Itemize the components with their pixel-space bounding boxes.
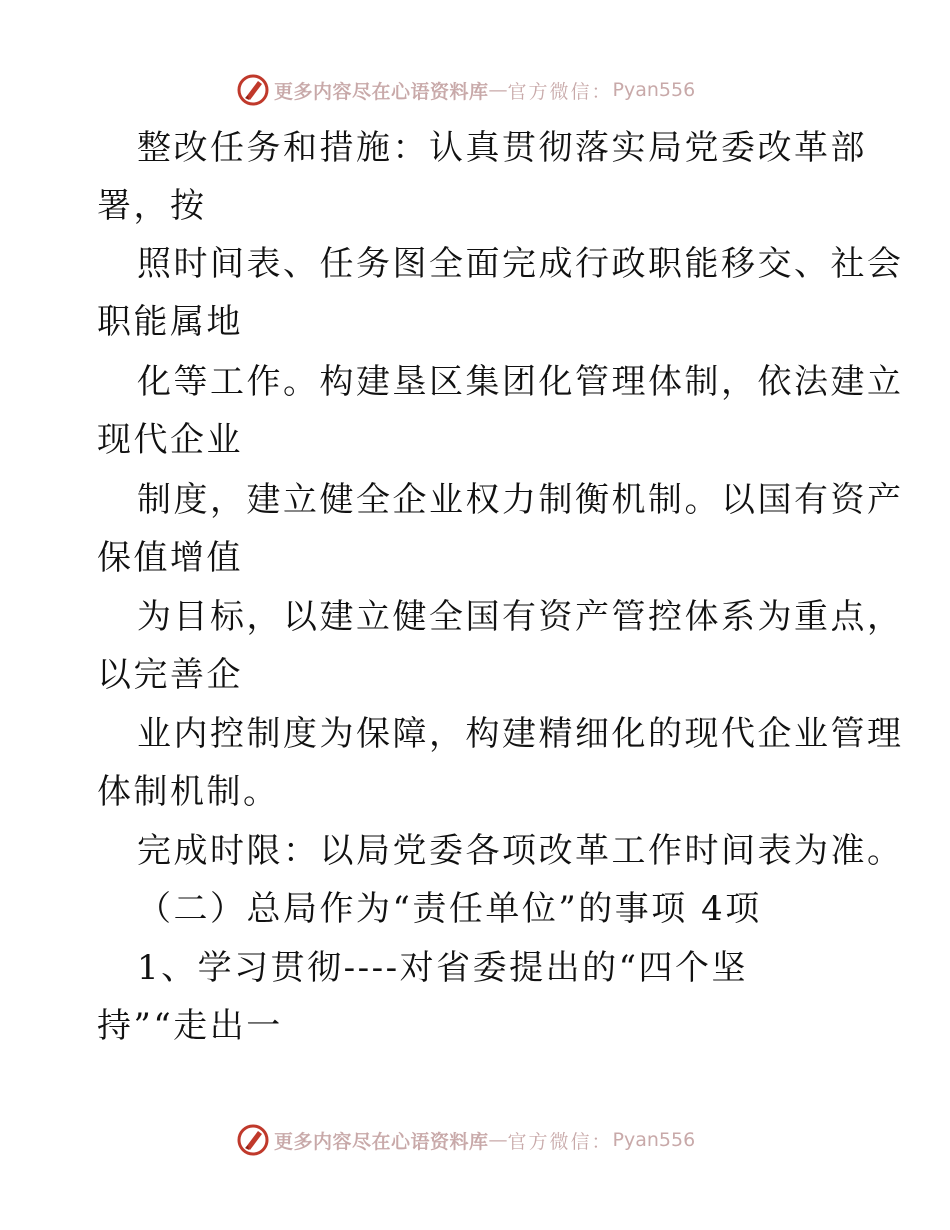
body-line: 署，按 (97, 186, 207, 226)
body-line: 化等工作。构建垦区集团化管理体制，依法建立 (137, 362, 904, 402)
banner-wechat-id: Pyan556 (612, 79, 696, 101)
body-line: 体制机制。 (97, 772, 280, 812)
body-line: 整改任务和措施：认真贯彻落实局党委改革部 (137, 128, 867, 168)
body-line: 为目标，以建立健全国有资产管控体系为重点， (137, 597, 904, 637)
body-line: 完成时限：以局党委各项改革工作时间表为准。 (137, 831, 904, 871)
body-line: 业内控制度为保障，构建精细化的现代企业管理 (137, 714, 904, 754)
body-line: 以完善企 (97, 655, 243, 695)
body-line: （二）总局作为“责任单位”的事项 4项 (137, 889, 762, 929)
banner-brand-text: 更多内容尽在心语资料库 (274, 1130, 489, 1153)
body-line: 照时间表、任务图全面完成行政职能移交、社会 (137, 244, 904, 284)
body-line: 持”“走出一 (97, 1006, 283, 1046)
body-line: 保值增值 (97, 538, 243, 578)
brand-logo-icon (236, 1123, 270, 1157)
banner-brand-text: 更多内容尽在心语资料库 (274, 80, 489, 103)
body-line: 制度，建立健全企业权力制衡机制。以国有资产 (137, 480, 904, 520)
banner-separator: — (488, 79, 508, 101)
header-banner (236, 70, 695, 110)
banner-wechat-label: 官方微信： (507, 80, 613, 103)
brand-logo-icon (236, 73, 270, 107)
body-line: 1、学习贯彻----对省委提出的“四个坚 (137, 948, 748, 988)
footer-banner (236, 1120, 695, 1160)
banner-separator: — (488, 1129, 508, 1151)
banner-wechat-label: 官方微信： (507, 1130, 613, 1153)
banner-wechat-id: Pyan556 (612, 1129, 696, 1151)
body-line: 现代企业 (97, 420, 243, 460)
body-line: 职能属地 (97, 302, 243, 342)
